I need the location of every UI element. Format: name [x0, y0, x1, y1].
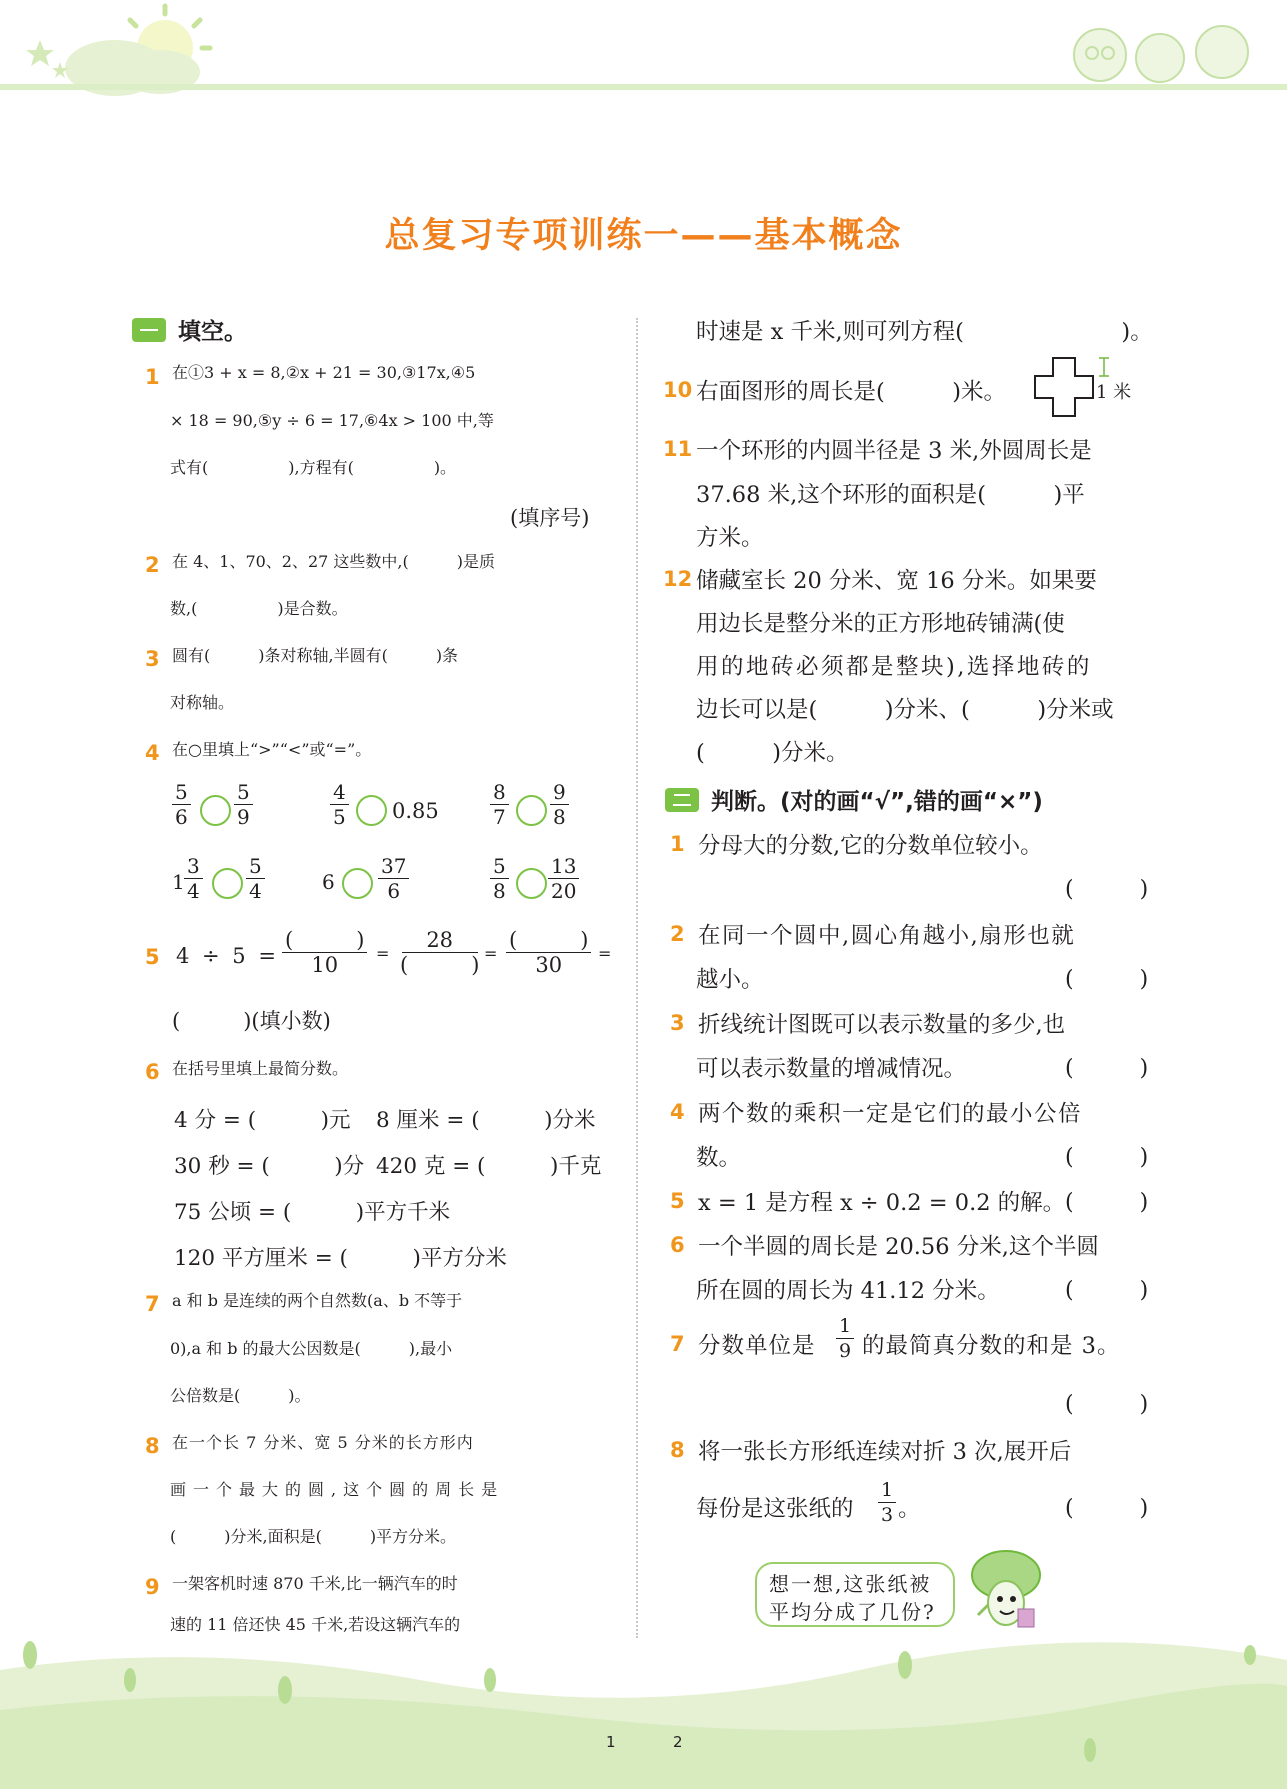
q9-continuation: 时速是 x 千米,则可列方程( )。 — [696, 319, 1153, 345]
question-number: 4 — [145, 741, 160, 765]
hint-line1: 想一想,这张纸被 — [769, 1572, 932, 1596]
question-number: 7 — [670, 1332, 685, 1356]
star-icon — [26, 40, 68, 78]
j6-line1: 一个半圆的周长是 20.56 分米,这个半圆 — [698, 1234, 1099, 1260]
section-judge-header — [665, 783, 1043, 816]
q7-line3: 公倍数是( )。 — [170, 1386, 311, 1405]
question-number: 8 — [145, 1434, 160, 1458]
section-two-badge-icon — [665, 788, 699, 812]
q12-line2: 用边长是整分米的正方形地砖铺满(使 — [696, 611, 1065, 637]
q9-line2: 速的 11 倍还快 45 千米,若设这辆汽车的 — [170, 1615, 461, 1634]
q11-line3: 方米。 — [696, 525, 764, 551]
question-number: 1 — [145, 365, 160, 389]
q6-line1: 在括号里填上最简分数。 — [172, 1059, 349, 1078]
fraction: $\frac{5}{6}$ — [172, 780, 191, 829]
q7-line2: 0),a 和 b 的最大公因数是( ),最小 — [170, 1339, 453, 1358]
answer-blank[interactable]: ( ) — [1065, 1278, 1149, 1303]
q12-line4: 边长可以是( )分米、( )分米或 — [696, 697, 1114, 723]
j1-line1: 分母大的分数,它的分数单位较小。 — [698, 833, 1043, 859]
question-number: 5 — [145, 945, 160, 969]
q6-item: 4 分 = ( )元 — [174, 1108, 351, 1133]
compare-circle[interactable] — [516, 868, 547, 899]
fraction-blank: ( ) 10 — [282, 928, 367, 977]
question-number: 4 — [670, 1100, 685, 1124]
j2-line2: 越小。 — [696, 967, 764, 993]
q6-item: 8 厘米 = ( )分米 — [376, 1108, 596, 1133]
dimension-label: 1 米 — [1096, 382, 1132, 403]
question-number: 1 — [670, 832, 685, 856]
answer-blank[interactable]: ( ) — [1065, 877, 1149, 902]
j3-line1: 折线统计图既可以表示数量的多少,也 — [698, 1012, 1066, 1038]
fraction-blank: 28 ( ) — [400, 928, 480, 977]
answer-blank[interactable]: ( ) — [1065, 1496, 1149, 1521]
q5-start: 4 ÷ 5 = — [176, 944, 276, 968]
animal-faces-icon — [1074, 26, 1248, 82]
q2-line1: 在 4、1、70、2、27 这些数中,( )是质 — [172, 552, 496, 571]
q7-line1: a 和 b 是连续的两个自然数(a、b 不等于 — [172, 1291, 463, 1310]
question-number: 6 — [145, 1060, 160, 1084]
j7-pre: 分数单位是 — [698, 1333, 816, 1359]
q11-line2: 37.68 米,这个环形的面积是( )平 — [696, 482, 1085, 508]
q11-line1: 一个环形的内圆半径是 3 米,外圆周长是 — [696, 438, 1092, 464]
fraction: $\frac{1}{9}$ — [836, 1314, 854, 1363]
question-number: 3 — [670, 1011, 685, 1035]
question-number: 6 — [670, 1233, 685, 1257]
fraction: $\frac{1}{3}$ — [878, 1478, 896, 1527]
page-number-right: 2 — [673, 1733, 683, 1751]
j6-line2: 所在圆的周长为 41.12 分米。 — [696, 1278, 1000, 1304]
decimal-value: 0.85 — [392, 799, 439, 823]
question-number: 5 — [670, 1189, 685, 1213]
j8-line1: 将一张长方形纸连续对折 3 次,展开后 — [698, 1439, 1072, 1465]
compare-circle[interactable] — [342, 868, 373, 899]
answer-blank[interactable]: ( ) — [1065, 1392, 1149, 1417]
question-number: 3 — [145, 647, 160, 671]
whole-number: 1 — [172, 870, 185, 894]
question-number: 8 — [670, 1438, 685, 1462]
column-divider — [636, 318, 638, 1638]
q2-line2: 数,( )是合数。 — [170, 599, 348, 618]
question-number: 12 — [663, 567, 693, 591]
question-number: 2 — [670, 922, 685, 946]
fraction: $\frac{5}{8}$ — [490, 854, 509, 903]
question-number: 11 — [663, 437, 693, 461]
equals-sign: = — [484, 944, 498, 963]
section-fill-header — [132, 313, 247, 346]
q8-line2: 画一个最大的圆,这个圆的周长是 — [170, 1480, 505, 1499]
q10-text: 右面图形的周长是( )米。 — [696, 379, 1007, 405]
fraction: $\frac{13}{20}$ — [548, 854, 579, 903]
header-decoration — [0, 0, 1287, 130]
q4-line1: 在○里填上“>”“<”或“=”。 — [172, 740, 372, 759]
j4-line2: 数。 — [696, 1145, 742, 1171]
fraction: $\frac{37}{6}$ — [378, 854, 409, 903]
answer-blank[interactable]: ( ) — [1065, 1145, 1149, 1170]
answer-blank[interactable]: ( ) — [1065, 1056, 1149, 1081]
question-number: 7 — [145, 1292, 160, 1316]
j8-pre: 每份是这张纸的 — [696, 1496, 854, 1522]
q1-line3: 式有( ),方程有( )。 — [170, 458, 457, 477]
fraction: $\frac{4}{5}$ — [330, 780, 349, 829]
j8-post: 。 — [898, 1496, 921, 1522]
q1-line1: 在①3 + x = 8,②x + 21 = 30,③17x,④5 — [172, 363, 476, 382]
section-judge-label: 判断。(对的画“√”,错的画“×”) — [711, 789, 1043, 815]
fraction-blank: ( ) 30 — [506, 928, 591, 977]
q8-line3: ( )分米,面积是( )平方分米。 — [170, 1527, 457, 1546]
compare-circle[interactable] — [516, 795, 547, 826]
q1-hint: (填序号) — [510, 506, 590, 530]
q6-item: 420 克 = ( )千克 — [376, 1154, 602, 1179]
j2-line1: 在同一个圆中,圆心角越小,扇形也就 — [698, 923, 1076, 949]
fraction: $\frac{9}{8}$ — [550, 780, 569, 829]
question-number: 10 — [663, 378, 693, 402]
fraction: $\frac{8}{7}$ — [490, 780, 509, 829]
q1-line2: × 18 = 90,⑤y ÷ 6 = 17,⑥4x > 100 中,等 — [170, 411, 494, 430]
q12-line1: 储藏室长 20 分米、宽 16 分米。如果要 — [696, 568, 1097, 594]
q6-item: 30 秒 = ( )分 — [174, 1154, 365, 1179]
j4-line1: 两个数的乘积一定是它们的最小公倍 — [698, 1101, 1083, 1127]
fraction: $\frac{5}{9}$ — [234, 780, 253, 829]
landscape-decoration — [0, 1610, 1287, 1789]
equals-sign: = — [376, 944, 390, 963]
section-fill-label: 填空。 — [178, 319, 247, 345]
q9-line1: 一架客机时速 870 千米,比一辆汽车的时 — [172, 1574, 458, 1593]
q5-line2: ( )(填小数) — [172, 1009, 331, 1033]
fraction: $\frac{3}{4}$ — [184, 854, 203, 903]
page-number-left: 1 — [606, 1733, 616, 1751]
header-rule — [0, 84, 1287, 90]
fraction: $\frac{5}{4}$ — [246, 854, 265, 903]
compare-circle[interactable] — [200, 795, 231, 826]
q6-item: 120 平方厘米 = ( )平方分米 — [174, 1246, 507, 1271]
question-number: 2 — [145, 553, 160, 577]
q3-line1: 圆有( )条对称轴,半圆有( )条 — [172, 646, 459, 665]
whole-number: 6 — [322, 870, 335, 894]
j7-post: 的最简真分数的和是 3。 — [862, 1333, 1121, 1359]
q8-line1: 在一个长 7 分米、宽 5 分米的长方形内 — [172, 1433, 474, 1452]
q12-line5: ( )分米。 — [696, 740, 849, 766]
section-one-badge-icon — [132, 318, 166, 342]
q6-item: 75 公顷 = ( )平方千米 — [174, 1200, 451, 1225]
answer-blank[interactable]: ( ) — [1065, 1190, 1149, 1215]
question-number: 9 — [145, 1575, 160, 1599]
compare-circle[interactable] — [212, 868, 243, 899]
answer-blank[interactable]: ( ) — [1065, 967, 1149, 992]
equals-sign: = — [598, 944, 612, 963]
q3-line2: 对称轴。 — [170, 693, 235, 712]
hint-line2: 平均分成了几份? — [769, 1600, 936, 1624]
page-title: 总复习专项训练一——基本概念 — [384, 216, 903, 256]
compare-circle[interactable] — [356, 795, 387, 826]
j3-line2: 可以表示数量的增减情况。 — [696, 1056, 967, 1082]
q12-line3: 用的地砖必须都是整块),选择地砖的 — [696, 654, 1092, 680]
j5-line1: x = 1 是方程 x ÷ 0.2 = 0.2 的解。 — [698, 1190, 1066, 1216]
